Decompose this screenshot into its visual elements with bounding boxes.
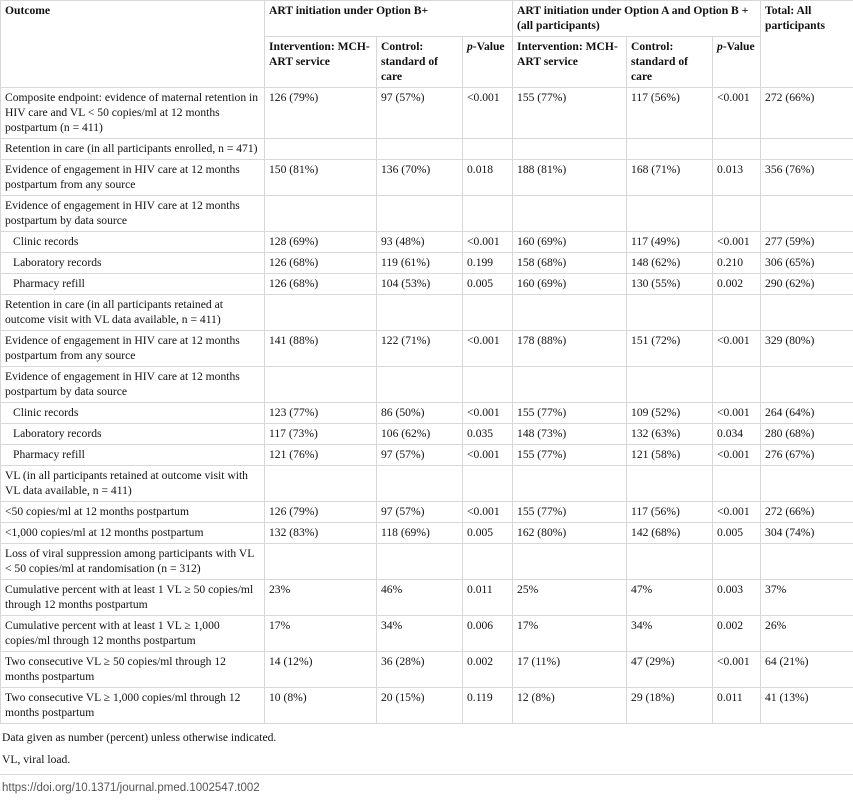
table-row: [1, 688, 853, 724]
row-label: Two consecutive VL ≥ 50 copies/ml through 12 months postpartum: [1, 652, 265, 688]
value-cell: 277 (59%): [761, 232, 853, 253]
value-cell: 0.005: [463, 523, 513, 544]
value-cell: 306 (65%): [761, 253, 853, 274]
value-cell: <0.001: [713, 232, 761, 253]
value-cell: 276 (67%): [761, 445, 853, 466]
table-row: [1, 466, 853, 502]
value-cell: 148 (62%): [627, 253, 713, 274]
value-cell: [513, 544, 627, 580]
value-cell: 0.034: [713, 424, 761, 445]
row-label: Evidence of engagement in HIV care at 12 months postpartum by data source: [1, 196, 265, 232]
value-cell: [761, 139, 853, 160]
value-cell: 0.006: [463, 616, 513, 652]
value-cell: 12 (8%): [513, 688, 627, 724]
value-cell: 0.005: [463, 274, 513, 295]
value-cell: [463, 544, 513, 580]
value-cell: 123 (77%): [265, 403, 377, 424]
row-label: <1,000 copies/ml at 12 months postpartum: [1, 523, 265, 544]
value-cell: 132 (63%): [627, 424, 713, 445]
value-cell: <0.001: [463, 232, 513, 253]
value-cell: [761, 544, 853, 580]
value-cell: 117 (56%): [627, 502, 713, 523]
outcome-header: Outcome: [1, 1, 265, 88]
value-cell: [377, 295, 463, 331]
value-cell: 155 (77%): [513, 502, 627, 523]
total-header: Total: All participants: [761, 1, 853, 88]
table-row: [1, 580, 853, 616]
pvalue-p: p: [467, 40, 473, 53]
value-cell: 158 (68%): [513, 253, 627, 274]
value-cell: 188 (81%): [513, 160, 627, 196]
value-cell: [513, 139, 627, 160]
value-cell: 118 (69%): [377, 523, 463, 544]
value-cell: 329 (80%): [761, 331, 853, 367]
table-row: [1, 544, 853, 580]
row-label: Cumulative percent with at least 1 VL ≥ 50 copies/ml through 12 months postpartum: [1, 580, 265, 616]
pvalue-p: p: [717, 40, 723, 53]
value-cell: [627, 466, 713, 502]
value-cell: [265, 466, 377, 502]
value-cell: 14 (12%): [265, 652, 377, 688]
value-cell: [761, 466, 853, 502]
table-row: [1, 139, 853, 160]
table-row: [1, 295, 853, 331]
value-cell: [463, 139, 513, 160]
value-cell: 126 (79%): [265, 502, 377, 523]
value-cell: 162 (80%): [513, 523, 627, 544]
value-cell: <0.001: [463, 88, 513, 139]
value-cell: 122 (71%): [377, 331, 463, 367]
row-label: Two consecutive VL ≥ 1,000 copies/ml through 12 months postpartum: [1, 688, 265, 724]
value-cell: 148 (73%): [513, 424, 627, 445]
value-cell: 0.002: [463, 652, 513, 688]
value-cell: 117 (73%): [265, 424, 377, 445]
value-cell: 47%: [627, 580, 713, 616]
value-cell: 46%: [377, 580, 463, 616]
value-cell: 168 (71%): [627, 160, 713, 196]
value-cell: 117 (56%): [627, 88, 713, 139]
value-cell: [265, 196, 377, 232]
group-ab-header: ART initiation under Option A and Option B + (all participants): [513, 1, 761, 37]
note-line: VL, viral load.: [2, 753, 71, 766]
pvalue-header: [713, 37, 761, 88]
value-cell: [463, 466, 513, 502]
row-label: Composite endpoint: evidence of maternal retention in HIV care and VL < 50 copies/ml at 12 months postpartum (n = 411): [1, 88, 265, 139]
value-cell: 106 (62%): [377, 424, 463, 445]
value-cell: 264 (64%): [761, 403, 853, 424]
table-row: [1, 253, 853, 274]
value-cell: [513, 466, 627, 502]
value-cell: [627, 544, 713, 580]
control-header: Control: standard of care: [627, 37, 713, 88]
value-cell: [513, 367, 627, 403]
value-cell: 155 (77%): [513, 403, 627, 424]
value-cell: <0.001: [463, 445, 513, 466]
intervention-header: Intervention: MCH-ART service: [265, 37, 377, 88]
value-cell: 142 (68%): [627, 523, 713, 544]
value-cell: 37%: [761, 580, 853, 616]
header-row-1: [1, 1, 853, 37]
row-label: Pharmacy refill: [1, 445, 265, 466]
value-cell: [761, 295, 853, 331]
value-cell: 150 (81%): [265, 160, 377, 196]
value-cell: 10 (8%): [265, 688, 377, 724]
value-cell: 0.002: [713, 274, 761, 295]
value-cell: [377, 196, 463, 232]
value-cell: 93 (48%): [377, 232, 463, 253]
table-row: [1, 616, 853, 652]
value-cell: [713, 544, 761, 580]
value-cell: [713, 196, 761, 232]
value-cell: [377, 544, 463, 580]
value-cell: [265, 367, 377, 403]
value-cell: <0.001: [463, 403, 513, 424]
table-row: [1, 274, 853, 295]
value-cell: 0.002: [713, 616, 761, 652]
value-cell: 0.018: [463, 160, 513, 196]
row-label: Clinic records: [1, 403, 265, 424]
note-line: Data given as number (percent) unless otherwise indicated.: [2, 731, 277, 744]
value-cell: 34%: [627, 616, 713, 652]
value-cell: 304 (74%): [761, 523, 853, 544]
row-label: Laboratory records: [1, 253, 265, 274]
value-cell: 0.199: [463, 253, 513, 274]
value-cell: [761, 367, 853, 403]
value-cell: 86 (50%): [377, 403, 463, 424]
value-cell: 141 (88%): [265, 331, 377, 367]
table-row: [1, 652, 853, 688]
value-cell: [713, 139, 761, 160]
value-cell: 0.011: [713, 688, 761, 724]
value-cell: 121 (58%): [627, 445, 713, 466]
value-cell: 20 (15%): [377, 688, 463, 724]
value-cell: [377, 367, 463, 403]
section-heading: Retention in care (in all participants retained at outcome visit with VL data available, n = 411): [1, 295, 265, 331]
value-cell: [377, 139, 463, 160]
table-row: [1, 403, 853, 424]
value-cell: [265, 295, 377, 331]
section-heading: Loss of viral suppression among participants with VL < 50 copies/ml at randomisation (n = 312): [1, 544, 265, 580]
table-row: [1, 367, 853, 403]
row-label: Evidence of engagement in HIV care at 12 months postpartum by data source: [1, 367, 265, 403]
control-header: Control: standard of care: [377, 37, 463, 88]
value-cell: 290 (62%): [761, 274, 853, 295]
table-row: [1, 445, 853, 466]
value-cell: [513, 196, 627, 232]
row-label: <50 copies/ml at 12 months postpartum: [1, 502, 265, 523]
value-cell: 160 (69%): [513, 274, 627, 295]
value-cell: [627, 139, 713, 160]
value-cell: <0.001: [463, 331, 513, 367]
value-cell: 272 (66%): [761, 502, 853, 523]
row-label: Evidence of engagement in HIV care at 12 months postpartum from any source: [1, 160, 265, 196]
value-cell: 126 (68%): [265, 253, 377, 274]
value-cell: 97 (57%): [377, 502, 463, 523]
value-cell: <0.001: [713, 502, 761, 523]
value-cell: 34%: [377, 616, 463, 652]
value-cell: [463, 295, 513, 331]
table-row: [1, 88, 853, 139]
value-cell: 0.210: [713, 253, 761, 274]
value-cell: 356 (76%): [761, 160, 853, 196]
value-cell: 130 (55%): [627, 274, 713, 295]
value-cell: 128 (69%): [265, 232, 377, 253]
value-cell: [463, 196, 513, 232]
value-cell: <0.001: [713, 331, 761, 367]
value-cell: 0.013: [713, 160, 761, 196]
value-cell: 36 (28%): [377, 652, 463, 688]
value-cell: 64 (21%): [761, 652, 853, 688]
value-cell: <0.001: [713, 652, 761, 688]
value-cell: 41 (13%): [761, 688, 853, 724]
value-cell: 119 (61%): [377, 253, 463, 274]
table-body: [1, 88, 853, 724]
value-cell: 47 (29%): [627, 652, 713, 688]
value-cell: 160 (69%): [513, 232, 627, 253]
table-row: [1, 196, 853, 232]
value-cell: 151 (72%): [627, 331, 713, 367]
value-cell: [713, 367, 761, 403]
value-cell: [463, 367, 513, 403]
value-cell: 121 (76%): [265, 445, 377, 466]
value-cell: 0.003: [713, 580, 761, 616]
value-cell: 117 (49%): [627, 232, 713, 253]
doi-link[interactable]: https://doi.org/10.1371/journal.pmed.1002547.t002: [0, 774, 853, 794]
value-cell: 26%: [761, 616, 853, 652]
pvalue-rest: -Value: [722, 40, 755, 53]
value-cell: <0.001: [713, 403, 761, 424]
table-row: [1, 160, 853, 196]
pvalue-rest: -Value: [472, 40, 505, 53]
pvalue-header: [463, 37, 513, 88]
value-cell: 126 (68%): [265, 274, 377, 295]
value-cell: 155 (77%): [513, 445, 627, 466]
value-cell: 136 (70%): [377, 160, 463, 196]
value-cell: [513, 295, 627, 331]
value-cell: [627, 367, 713, 403]
table-row: [1, 424, 853, 445]
value-cell: [761, 196, 853, 232]
value-cell: 155 (77%): [513, 88, 627, 139]
value-cell: 97 (57%): [377, 445, 463, 466]
value-cell: 104 (53%): [377, 274, 463, 295]
value-cell: [627, 196, 713, 232]
value-cell: [627, 295, 713, 331]
section-heading: VL (in all participants retained at outcome visit with VL data available, n = 411): [1, 466, 265, 502]
value-cell: [713, 466, 761, 502]
value-cell: 23%: [265, 580, 377, 616]
value-cell: 17%: [265, 616, 377, 652]
value-cell: 178 (88%): [513, 331, 627, 367]
value-cell: <0.001: [713, 88, 761, 139]
table-row: [1, 523, 853, 544]
row-label: Laboratory records: [1, 424, 265, 445]
value-cell: 0.035: [463, 424, 513, 445]
value-cell: 17%: [513, 616, 627, 652]
value-cell: 97 (57%): [377, 88, 463, 139]
value-cell: <0.001: [463, 502, 513, 523]
section-heading: Retention in care (in all participants enrolled, n = 471): [1, 139, 265, 160]
value-cell: <0.001: [713, 445, 761, 466]
value-cell: 132 (83%): [265, 523, 377, 544]
value-cell: 0.011: [463, 580, 513, 616]
value-cell: 0.119: [463, 688, 513, 724]
value-cell: 25%: [513, 580, 627, 616]
table-row: [1, 502, 853, 523]
intervention-header: Intervention: MCH-ART service: [513, 37, 627, 88]
value-cell: 126 (79%): [265, 88, 377, 139]
value-cell: 0.005: [713, 523, 761, 544]
table-row: [1, 232, 853, 253]
value-cell: [377, 466, 463, 502]
row-label: Evidence of engagement in HIV care at 12 months postpartum from any source: [1, 331, 265, 367]
value-cell: 17 (11%): [513, 652, 627, 688]
table-notes: [0, 724, 853, 767]
value-cell: [713, 295, 761, 331]
value-cell: 280 (68%): [761, 424, 853, 445]
value-cell: 109 (52%): [627, 403, 713, 424]
row-label: Pharmacy refill: [1, 274, 265, 295]
row-label: Cumulative percent with at least 1 VL ≥ 1,000 copies/ml through 12 months postpartum: [1, 616, 265, 652]
row-label: Clinic records: [1, 232, 265, 253]
value-cell: 272 (66%): [761, 88, 853, 139]
value-cell: 29 (18%): [627, 688, 713, 724]
group-b-header: ART initiation under Option B+: [265, 1, 513, 37]
table-row: [1, 331, 853, 367]
value-cell: [265, 544, 377, 580]
value-cell: [265, 139, 377, 160]
